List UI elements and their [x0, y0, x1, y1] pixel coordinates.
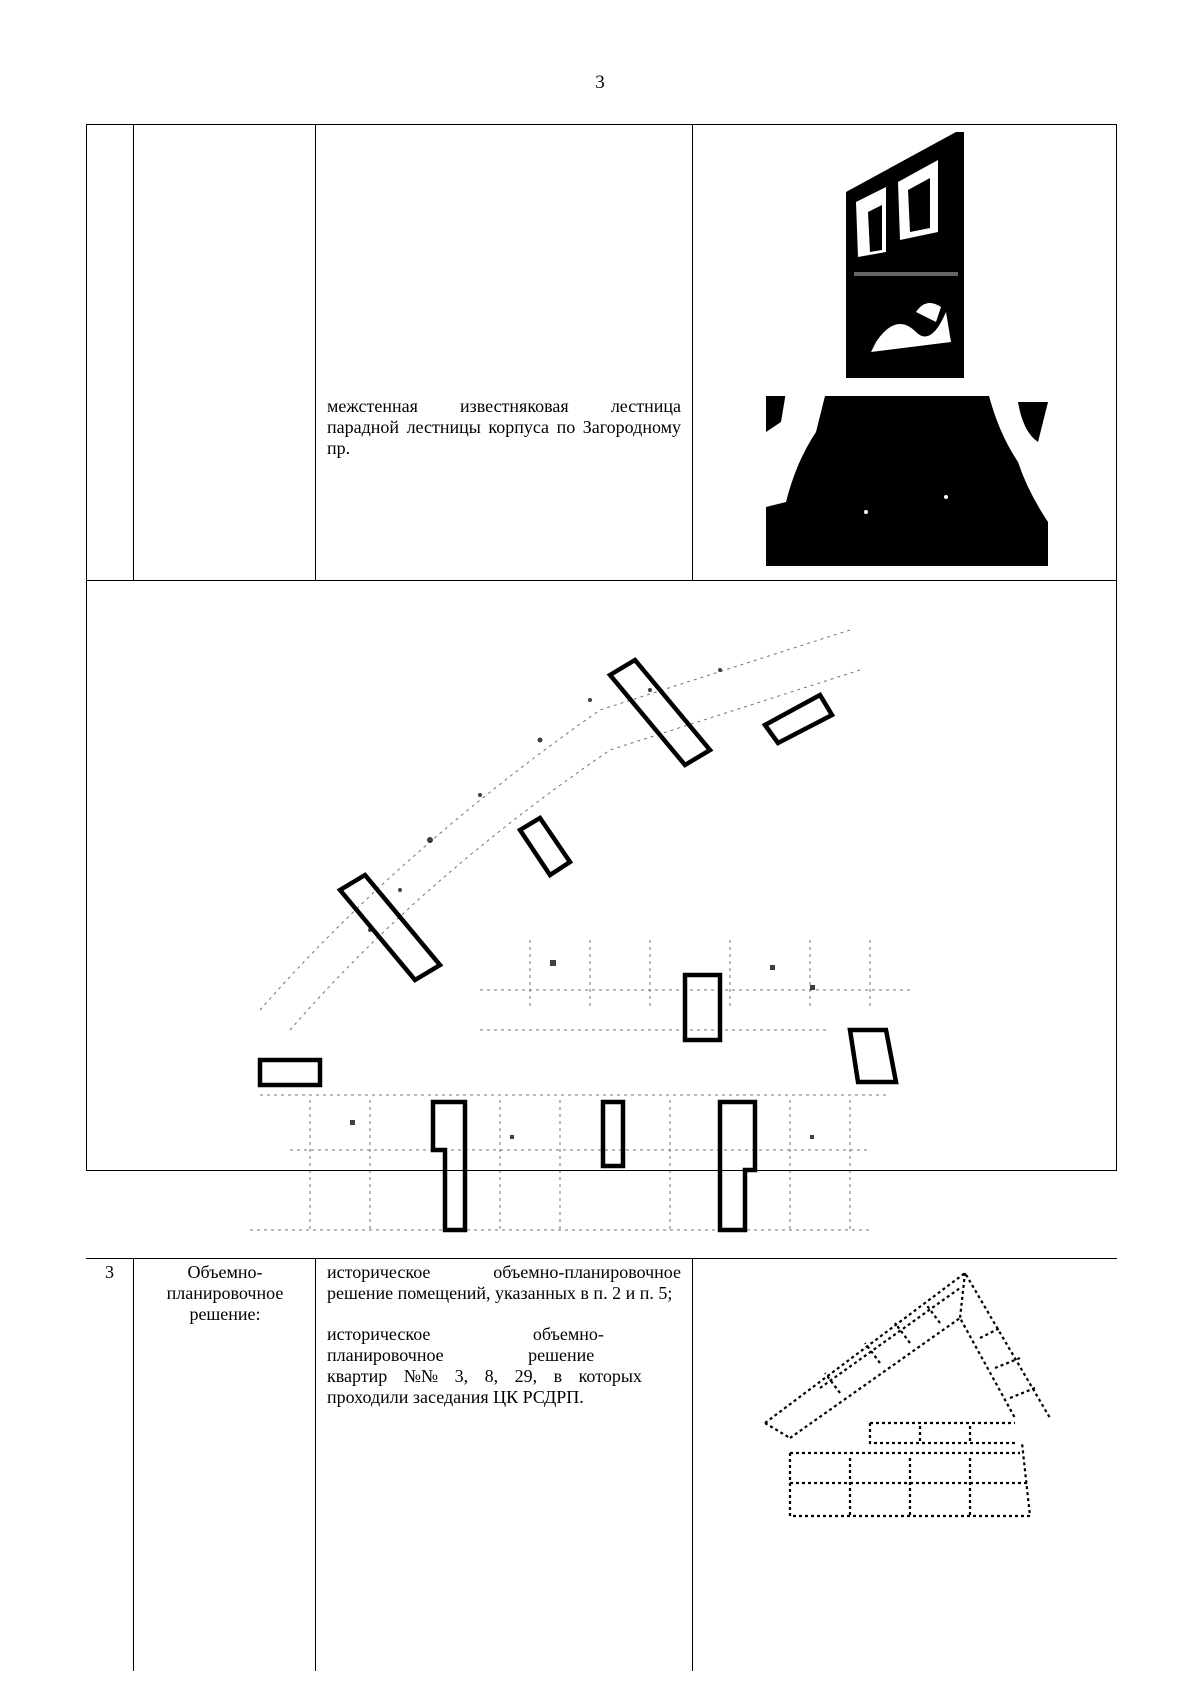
row-separator-top: [86, 580, 1117, 581]
col-line-1-row3: [133, 1258, 134, 1671]
description-paragraph-2-line-2: планировочное решение: [327, 1345, 595, 1365]
page-number: 3: [595, 72, 605, 93]
apartment-plan-thumbnail: [760, 1268, 1060, 1520]
col-line-2-row3: [315, 1258, 316, 1671]
row-title: [137, 1262, 313, 1325]
row-description: [327, 1262, 681, 1408]
staircase-description: межстенная известняковая лестница парадной лестницы корпуса по Загородному пр.: [327, 396, 681, 458]
row-title-line-2: планировочное: [166, 1283, 284, 1303]
row-title-line-1: Объемно-: [187, 1262, 263, 1282]
description-paragraph-1: историческое объемно-планировочное решение помещений, указанных в п. 2 и п. 5;: [327, 1262, 681, 1303]
description-paragraph-2-line-1: историческое объемно-: [327, 1324, 604, 1344]
col-line-1: [133, 124, 134, 580]
col-line-3-row3: [692, 1258, 693, 1671]
col-line-2: [315, 124, 316, 580]
row-title-line-3: решение:: [189, 1304, 261, 1324]
row-separator-bottom: [86, 1258, 1117, 1259]
col-line-3: [692, 124, 693, 580]
description-paragraph-2-line-3: квартир №№ 3, 8, 29, в которых: [327, 1366, 642, 1386]
staircase-photo-lower: [766, 392, 1048, 566]
description-paragraph-2-line-4: проходили заседания ЦК РСДРП.: [327, 1387, 584, 1407]
building-floor-plan: [250, 590, 940, 1240]
staircase-photo-upper: [846, 132, 966, 378]
row-number: 3: [105, 1262, 114, 1282]
